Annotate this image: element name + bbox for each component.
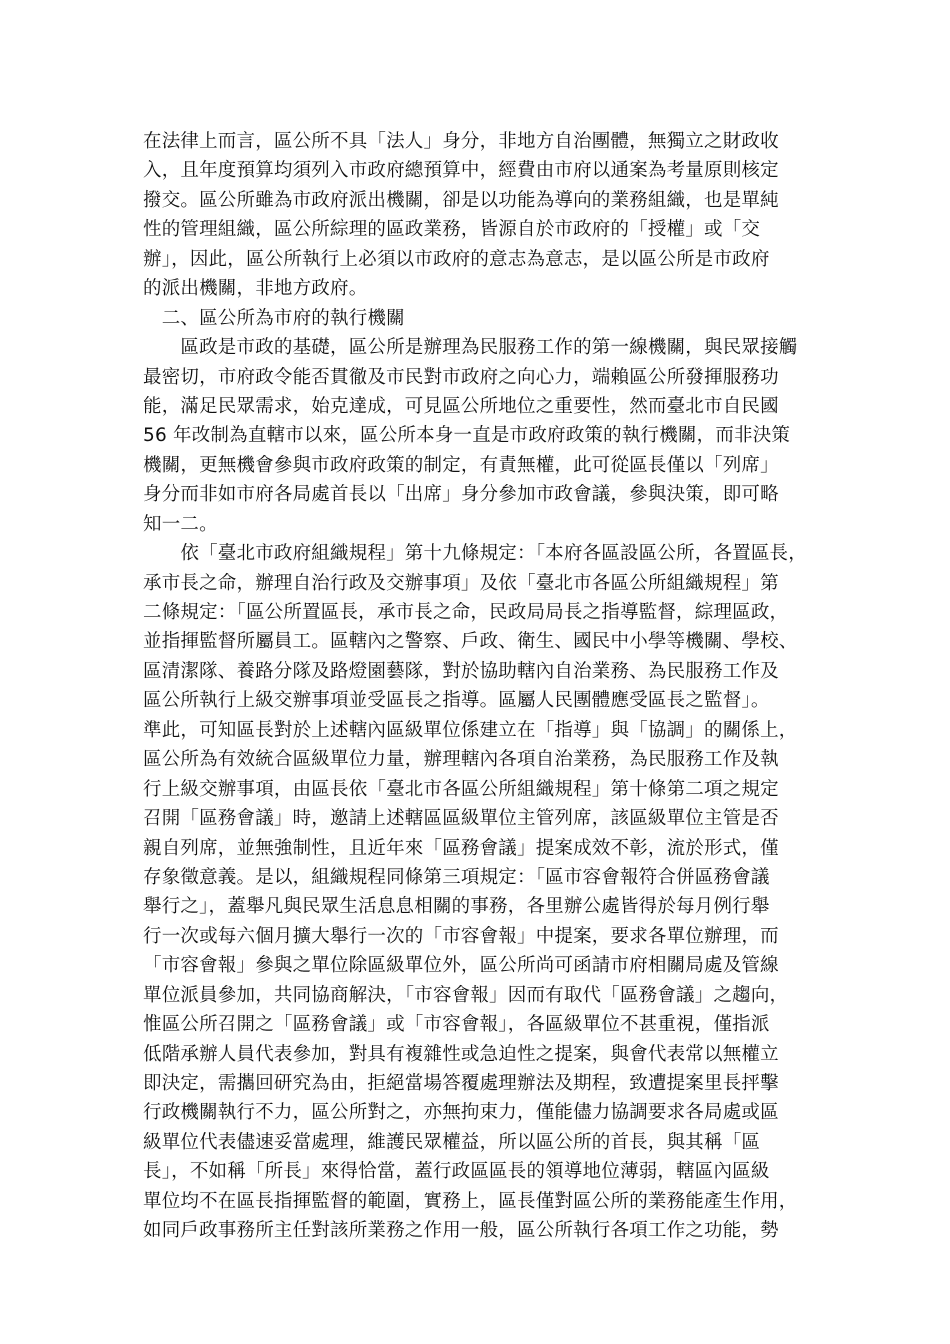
text-line: 級單位代表儘速妥當處理，維護民眾權益，所以區公所的首長，與其稱「區 (143, 1131, 761, 1153)
text-line: 區清潔隊、養路分隊及路燈園藝隊，對於協助轄內自治業務、為民服務工作及 (143, 660, 779, 682)
text-line: 區政是市政的基礎，區公所是辦理為民服務工作的第一線機關，與民眾接觸 (143, 337, 798, 359)
section-heading: 二、區公所為市府的執行機關 (143, 307, 405, 329)
text-line: 辦」，因此，區公所執行上必須以市政府的意志為意志，是以區公所是市政府 (143, 248, 770, 270)
text-line: 召開「區務會議」時，邀請上述轄區區級單位主管列席，該區級單位主管是否 (143, 808, 779, 830)
text-line: 性的管理組織，區公所綜理的區政業務，皆源自於市政府的「授權」或「交 (143, 219, 761, 241)
text-line: 「市容會報」參與之單位除區級單位外，區公所尚可函請市府相關局處及管線 (143, 955, 779, 977)
text-line: 的派出機關，非地方政府。 (143, 278, 368, 300)
text-line: 二條規定：「區公所置區長，承市長之命，民政局局長之指導監督，綜理區政， (143, 602, 789, 623)
text-line: 依「臺北市政府組織規程」第十九條規定：「本府各區設區公所，各置區長， (143, 543, 807, 565)
text-line: 低階承辦人員代表參加，對具有複雜性或急迫性之提案，與會代表常以無權立 (143, 1043, 779, 1065)
text-line: 親自列席，並無強制性，且近年來「區務會議」提案成效不彰，流於形式，僅 (143, 837, 779, 859)
text-line: 區公所為有效統合區級單位力量，辦理轄內各項自治業務，為民服務工作及執 (143, 749, 779, 771)
text-line: 承市長之命，辦理自治行政及交辦事項」及依「臺北市各區公所組織規程」第 (143, 572, 779, 594)
text-line: 知一二。 (143, 513, 218, 535)
text-line: 準此，可知區長對於上述轄內區級單位係建立在「指導」與「協調」的關係上， (143, 719, 798, 741)
text-line: 機關，更無機會參與市政府政策的制定，有責無權，此可從區長僅以「列席」 (143, 454, 779, 476)
text-line: 並指揮監督所屬員工。區轄內之警察、戶政、衛生、國民中小學等機關、學校、 (143, 631, 798, 653)
text-line: 區公所執行上級交辦事項並受區長之指導。區屬人民團體應受區長之監督」。 (143, 690, 770, 712)
text-line: 56 年改制為直轄市以來，區公所本身一直是市政府政策的執行機關，而非決策 (143, 425, 791, 447)
text-line: 在法律上而言，區公所不具「法人」身分，非地方自治團體，無獨立之財政收 (143, 131, 779, 152)
text-line: 單位均不在區長指揮監督的範圍，實務上，區長僅對區公所的業務能產生作用， (143, 1190, 798, 1212)
text-line: 即決定，需攜回研究為由，拒絕當場答覆處理辦法及期程，致遭提案里長抨擊 (143, 1073, 779, 1094)
text-line: 舉行之」，蓋舉凡與民眾生活息息相關的事務，各里辦公處皆得於每月例行舉 (143, 896, 770, 918)
text-line: 單位派員參加，共同協商解決，「市容會報」因而有取代「區務會議」之趨向， (143, 984, 789, 1006)
text-line: 行上級交辦事項，由區長依「臺北市各區公所組織規程」第十條第二項之規定 (143, 778, 779, 800)
text-line: 長」，不如稱「所長」來得恰當，蓋行政區區長的領導地位薄弱，轄區內區級 (143, 1161, 770, 1183)
text-line: 行政機關執行不力，區公所對之，亦無拘束力，僅能儘力協調要求各局處或區 (143, 1102, 779, 1124)
text-line: 惟區公所召開之「區務會議」或「市容會報」，各區級單位不甚重視，僅指派 (143, 1014, 770, 1036)
text-line: 如同戶政事務所主任對該所業務之作用一般，區公所執行各項工作之功能，勢 (143, 1220, 779, 1242)
text-line: 身分而非如市府各局處首長以「出席」身分參加市政會議，參與決策，即可略 (143, 484, 779, 506)
text-line: 行一次或每六個月擴大舉行一次的「市容會報」中提案，要求各單位辦理，而 (143, 925, 779, 947)
text-line: 撥交。區公所雖為市政府派出機關，卻是以功能為導向的業務組織，也是單純 (143, 189, 779, 211)
text-line: 能，滿足民眾需求，始克達成，可見區公所地位之重要性，然而臺北市自民國 (143, 395, 779, 417)
text-line: 存象徵意義。是以，組織規程同條第三項規定：「區市容會報符合併區務會議 (143, 866, 770, 888)
body-text (143, 127, 823, 1246)
text-line: 最密切，市府政令能否貫徹及市民對市政府之向心力，端賴區公所發揮服務功 (143, 366, 779, 388)
text-line: 入，且年度預算均須列入市政府總預算中，經費由市府以通案為考量原則核定 (143, 160, 779, 182)
